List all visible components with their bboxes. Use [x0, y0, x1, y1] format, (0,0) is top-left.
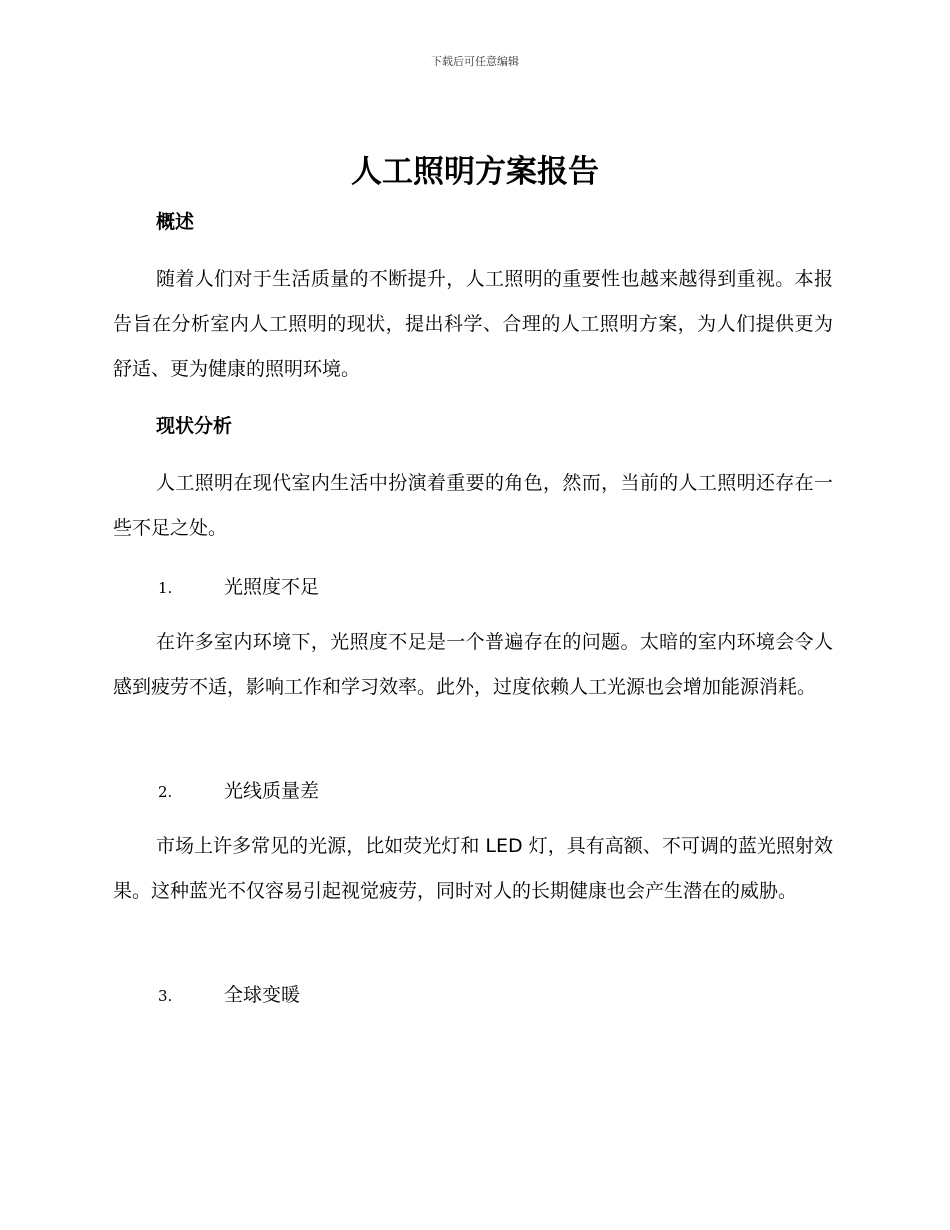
paragraph-status: 人工照明在现代室内生活中扮演着重要的角色，然而，当前的人工照明还存在一些不足之处。 — [113, 472, 833, 539]
list-item-3 — [158, 981, 300, 1010]
list-item-title: 光照度不足 — [224, 576, 320, 598]
list-item-number: 2. — [158, 783, 173, 801]
list-item-number: 1. — [158, 579, 173, 597]
section-heading-status: 现状分析 — [156, 415, 233, 437]
list-item-title: 光线质量差 — [224, 780, 320, 802]
header-note: 下载后可任意编辑 — [431, 55, 519, 68]
list-item-1 — [158, 573, 319, 602]
document-title: 人工照明方案报告 — [351, 154, 599, 190]
paragraph-item-1: 在许多室内环境下，光照度不足是一个普遍存在的问题。太暗的室内环境会令人感到疲劳不适，影响工作和学习效率。此外，过度依赖人工光源也会增加能源消耗。 — [113, 631, 833, 698]
list-item-title: 全球变暖 — [224, 984, 301, 1006]
paragraph-item-2: 市场上许多常见的光源，比如荧光灯和 LED 灯，具有高额、不可调的蓝光照射效果。这种蓝光不仅容易引起视觉疲劳，同时对人的长期健康也会产生潜在的威胁。 — [113, 835, 833, 902]
paragraph-overview: 随着人们对于生活质量的不断提升，人工照明的重要性也越来越得到重视。本报告旨在分析室内人工照明的现状，提出科学、合理的人工照明方案，为人们提供更为舒适、更为健康的照明环境。 — [113, 268, 833, 380]
list-item-number: 3. — [158, 987, 173, 1005]
section-heading-overview: 概述 — [156, 211, 195, 233]
list-item-2 — [158, 777, 319, 806]
